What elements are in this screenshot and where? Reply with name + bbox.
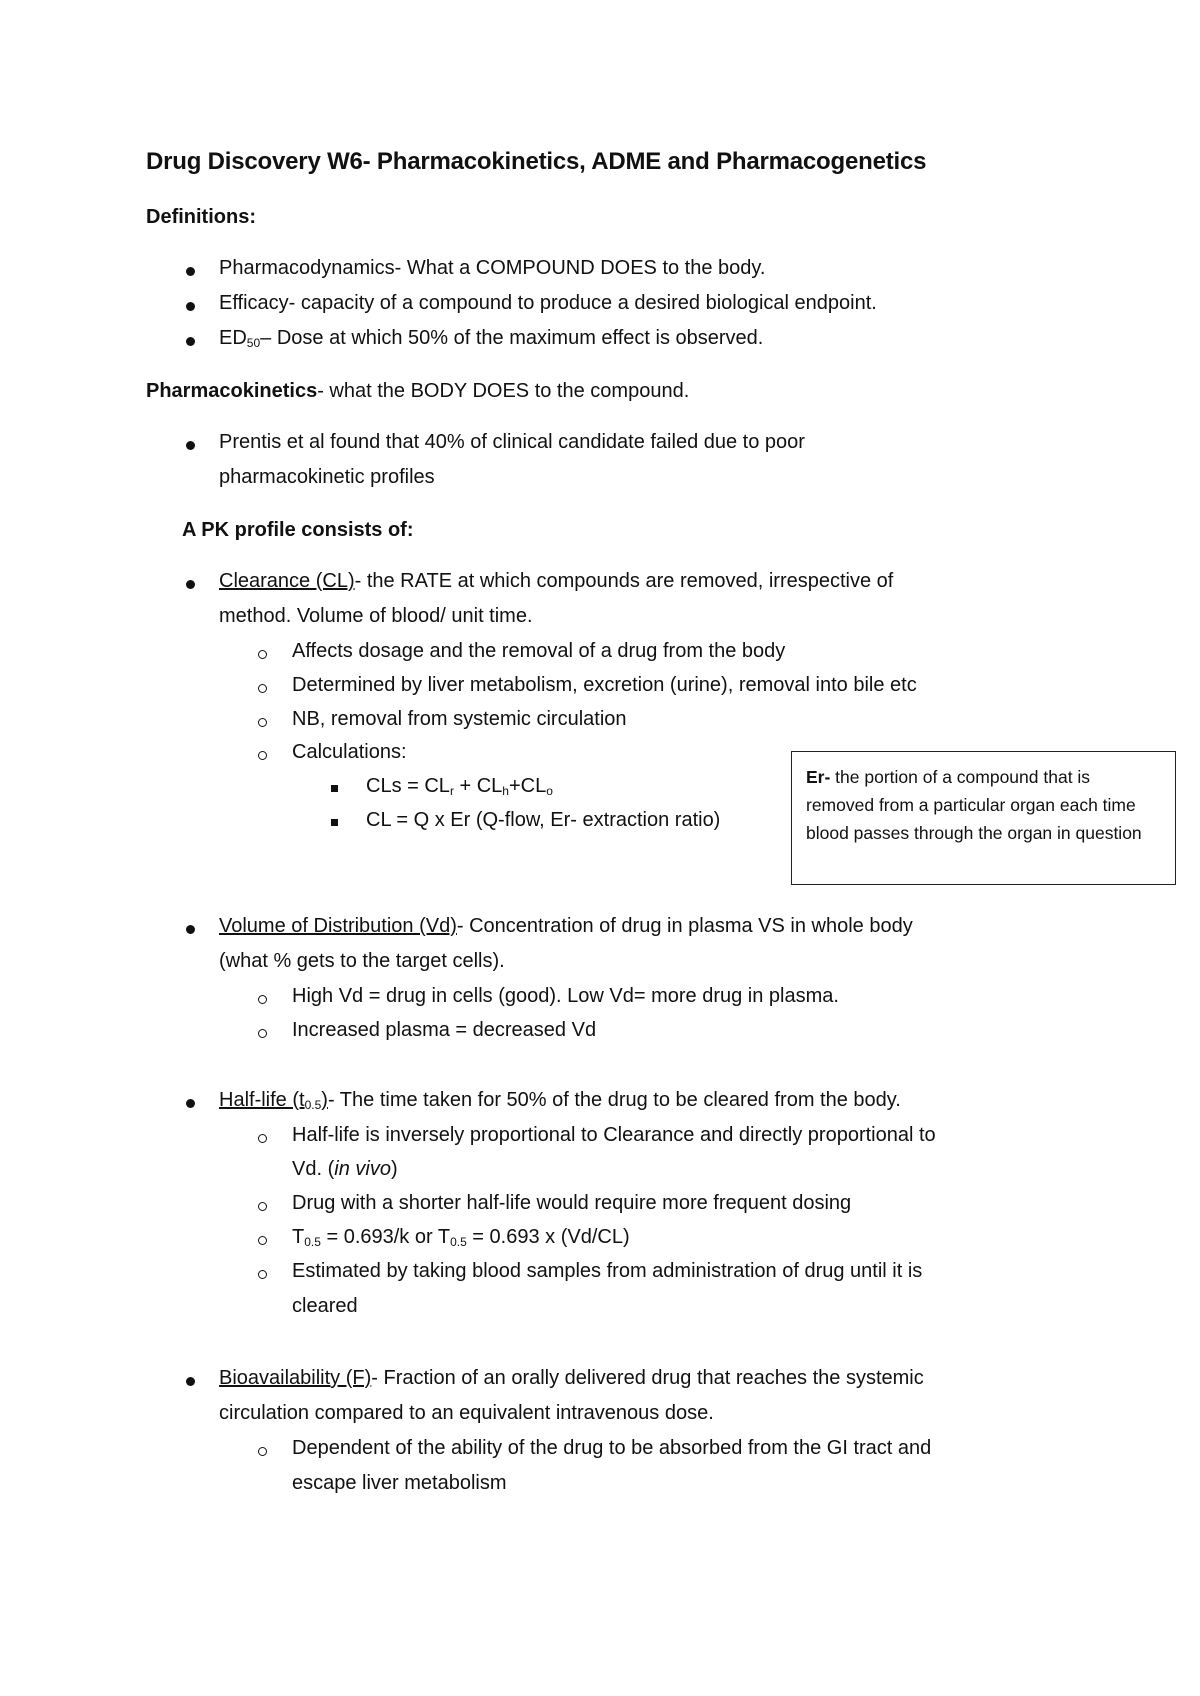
definition-efficacy: Efficacy- capacity of a compound to produce a desired biological endpoint. xyxy=(219,292,877,314)
pharmacokinetics-heading: Pharmacokinetics- what the BODY DOES to the compound. xyxy=(146,380,690,402)
clearance-line-2: method. Volume of blood/ unit time. xyxy=(219,605,533,627)
vd-sub-2: Increased plasma = decreased Vd xyxy=(292,1019,597,1041)
circle-bullet-icon xyxy=(258,1134,267,1143)
bullet-icon xyxy=(186,302,195,311)
halflife-sub-1-line-1: Half-life is inversely proportional to Clearance and directly proportional to xyxy=(292,1124,936,1146)
clearance-calc-2: CL = Q x Er (Q-flow, Er- extraction ratio) xyxy=(366,809,721,831)
circle-bullet-icon xyxy=(258,1029,267,1038)
extraction-ratio-callout: Er- the portion of a compound that is removed from a particular organ each time blood passes through the organ in question xyxy=(791,751,1176,885)
halflife-sub-3: $T_{0.5} = 0.693/k$ or $T_{0.5} = 0.693$ x (Vd/CL) xyxy=(292,1226,630,1249)
clearance-sub-1: Affects dosage and the removal of a drug from the body xyxy=(292,640,786,662)
bioavailability-line-2: circulation compared to an equivalent intravenous dose. xyxy=(219,1402,714,1424)
halflife-line-1: Half-life $(t_{0.5})-$ The time taken for 50% of the drug to be cleared from the body. xyxy=(219,1089,901,1112)
prentis-line-2: pharmacokinetic profiles xyxy=(219,466,435,488)
bioavailability-sub-1-line-2: escape liver metabolism xyxy=(292,1472,507,1494)
circle-bullet-icon xyxy=(258,718,267,727)
page-title: Drug Discovery W6- Pharmacokinetics, ADME and Pharmacogenetics xyxy=(146,148,927,175)
circle-bullet-icon xyxy=(258,1236,267,1245)
clearance-sub-4: Calculations: xyxy=(292,741,407,763)
circle-bullet-icon xyxy=(258,995,267,1004)
bioavailability-line-1: Bioavailability (F)- Fraction of an orally delivered drug that reaches the systemic xyxy=(219,1367,924,1389)
bullet-icon xyxy=(186,925,195,934)
square-bullet-icon xyxy=(331,785,338,792)
halflife-sub-4-line-1: Estimated by taking blood samples from administration of drug until it is xyxy=(292,1260,923,1282)
circle-bullet-icon xyxy=(258,684,267,693)
definitions-heading: Definitions: xyxy=(146,206,256,228)
vd-line-2: (what % gets to the target cells). xyxy=(219,950,505,972)
circle-bullet-icon xyxy=(258,751,267,760)
circle-bullet-icon xyxy=(258,1202,267,1211)
halflife-sub-4-line-2: cleared xyxy=(292,1295,358,1317)
pk-profile-heading: A PK profile consists of: xyxy=(182,519,414,541)
clearance-sub-2: Determined by liver metabolism, excretion (urine), removal into bile etc xyxy=(292,674,917,696)
definition-pharmacodynamics: Pharmacodynamics- What a COMPOUND DOES to the body. xyxy=(219,257,766,279)
vd-sub-1: High Vd = drug in cells (good). Low Vd= more drug in plasma. xyxy=(292,985,839,1007)
bullet-icon xyxy=(186,1377,195,1386)
circle-bullet-icon xyxy=(258,1447,267,1456)
circle-bullet-icon xyxy=(258,1270,267,1279)
bullet-icon xyxy=(186,267,195,276)
circle-bullet-icon xyxy=(258,650,267,659)
bullet-icon xyxy=(186,1099,195,1108)
bullet-icon xyxy=(186,337,195,346)
clearance-line-1: Clearance (CL)- the RATE at which compounds are removed, irrespective of xyxy=(219,570,894,592)
halflife-sub-2: Drug with a shorter half-life would require more frequent dosing xyxy=(292,1192,852,1214)
prentis-line-1: Prentis et al found that 40% of clinical candidate failed due to poor xyxy=(219,431,805,453)
vd-line-1: Volume of Distribution (Vd)- Concentration of drug in plasma VS in whole body xyxy=(219,915,913,937)
bullet-icon xyxy=(186,580,195,589)
clearance-calc-1: CLs = $CL_r + CL_h+CL_o$ xyxy=(366,775,553,798)
bullet-icon xyxy=(186,441,195,450)
clearance-sub-3: NB, removal from systemic circulation xyxy=(292,708,627,730)
definition-ed50: $ED_{50}-$ Dose at which 50% of the maximum effect is observed. xyxy=(219,327,764,350)
square-bullet-icon xyxy=(331,819,338,826)
bioavailability-sub-1-line-1: Dependent of the ability of the drug to be absorbed from the GI tract and xyxy=(292,1437,932,1459)
halflife-sub-1-line-2: Vd. (in vivo) xyxy=(292,1158,398,1180)
